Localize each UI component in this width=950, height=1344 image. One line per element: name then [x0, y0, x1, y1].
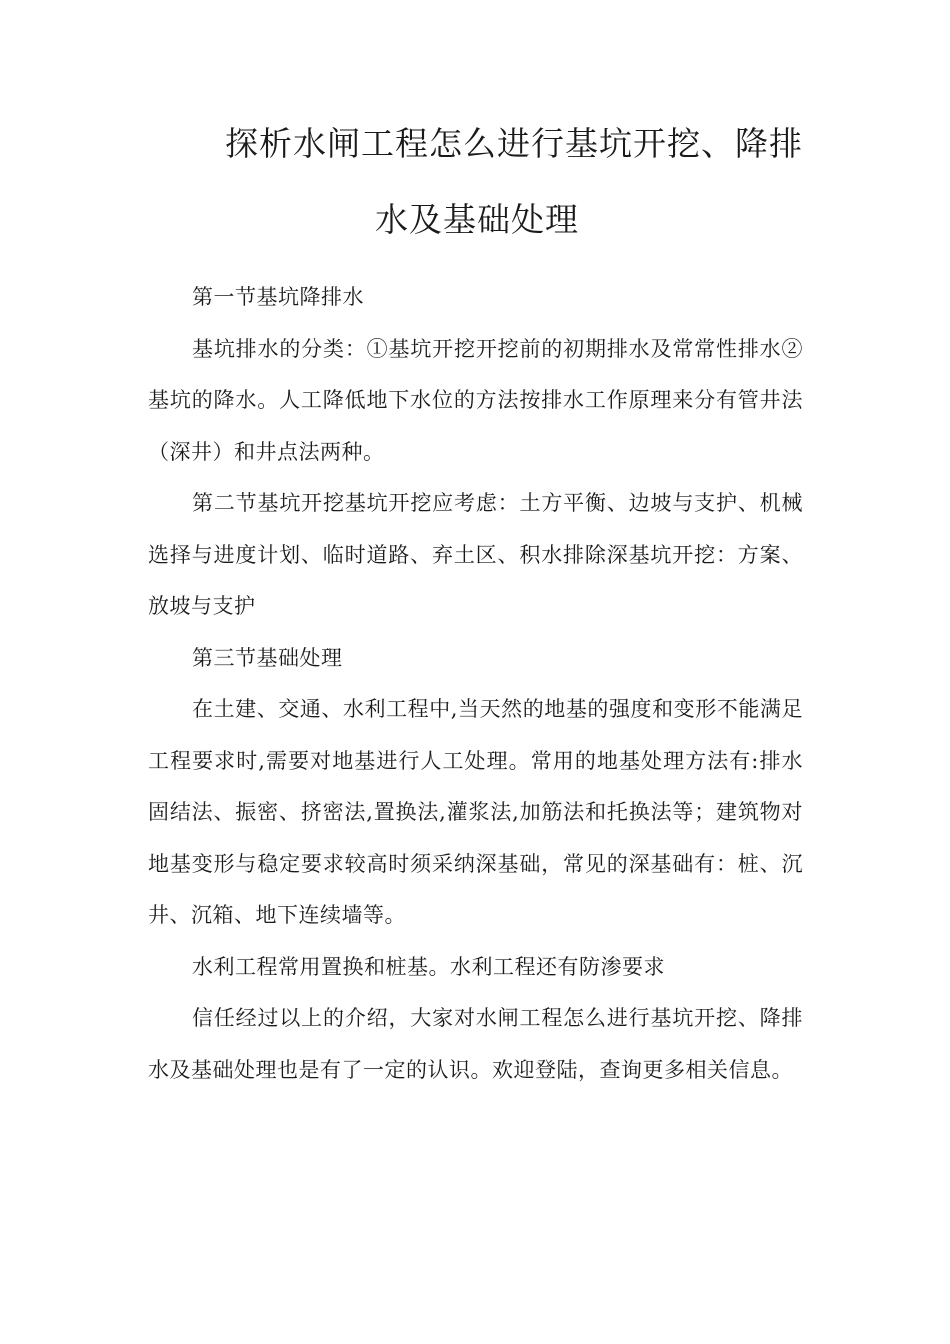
- section-heading-1: 第一节基坑降排水: [192, 285, 364, 309]
- paragraph-hydraulic-methods: 水利工程常用置换和桩基。水利工程还有防渗要求: [192, 954, 665, 979]
- paragraph-foundation-treatment: 在土建、交通、水利工程中,当天然的地基的强度和变形不能满足工程要求时,需要对地基进行人工处理。常用的地基处理方法有:排水固结法、振密、挤密法,置换法,灌浆法,加筋法和托换法等；建筑物对地基变形与稳定要求较高时须采纳深基础，常见的深基础有：桩、沉井、沉箱、地下连续墙等。: [148, 697, 803, 927]
- paragraph-excavation: 第二节基坑开挖基坑开挖应考虑：土方平衡、边坡与支护、机械选择与进度计划、临时道路、弃土区、积水排除深基坑开挖：方案、放坡与支护: [148, 491, 803, 618]
- document-body: [148, 272, 803, 1096]
- section-heading-3: 第三节基础处理: [192, 645, 343, 670]
- document-title-line-1: 探析水闸工程怎么进行基坑开挖、降排: [225, 124, 803, 163]
- paragraph-drainage-classification: 基坑排水的分类：①基坑开挖开挖前的初期排水及常常性排水②基坑的降水。人工降低地下水位的方法按排水工作原理来分有管井法（深井）和井点法两种。: [148, 336, 803, 464]
- paragraph-conclusion: 信任经过以上的介绍，大家对水闸工程怎么进行基坑开挖、降排水及基础处理也是有了一定的认识。欢迎登陆，查询更多相关信息。: [148, 1006, 803, 1082]
- document-title-line-2: 水及基础处理: [375, 200, 579, 239]
